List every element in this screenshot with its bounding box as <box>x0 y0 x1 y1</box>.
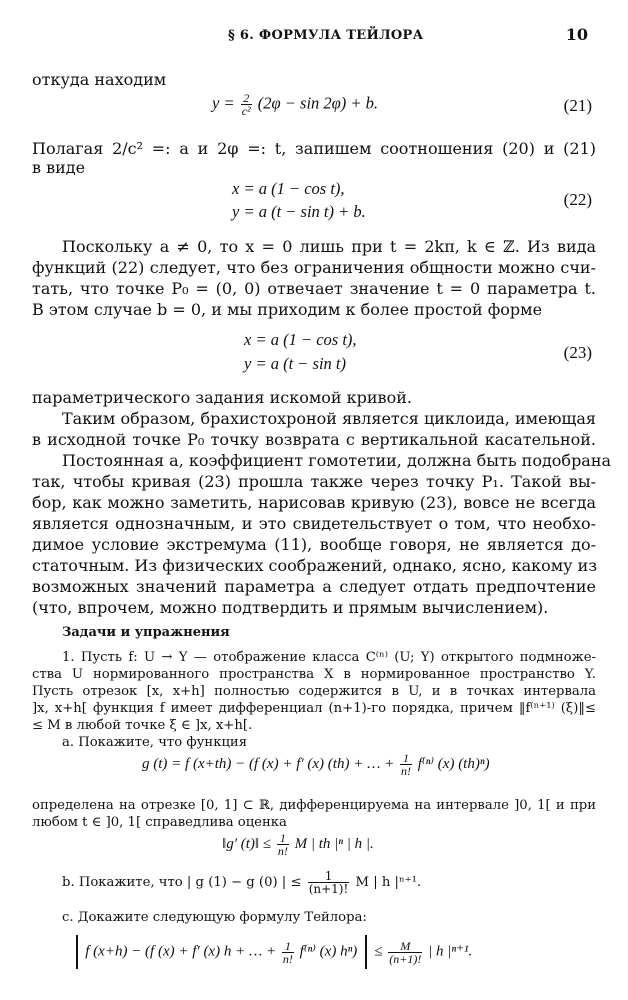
c-eq-fraction <box>282 940 294 965</box>
exercise-line: ства U нормированного пространства X в нормированное пространство Y. <box>32 667 596 682</box>
eq21-lhs: y = <box>212 93 235 113</box>
est-frac-num: 1 <box>277 832 289 845</box>
a-eq-left: g (t) = f (x+th) − (f (x) + f′ (x) (th) + … + <box>142 755 395 772</box>
estimate-equation <box>222 832 374 857</box>
equation-number-23: (23) <box>563 343 592 362</box>
b-frac-num: 1 <box>308 870 350 883</box>
text-line: Постоянная a, коэффициент гомотетии, должна быть подобрана <box>62 451 612 470</box>
eq21-rhs: (2φ − sin 2φ) + b. <box>257 93 379 113</box>
text-line: Поскольку a ≠ 0, то x = 0 лишь при t = 2kπ, k ∈ ℤ. Из вида <box>62 237 596 256</box>
b-fraction <box>308 870 350 895</box>
section-heading: Задачи и упражнения <box>62 625 230 640</box>
text-line: В этом случае b = 0, и мы приходим к более простой форме <box>32 300 543 319</box>
est-fraction <box>277 832 289 857</box>
text-line: в виде <box>32 158 86 177</box>
text-line: в исходной точке P₀ точку возврата с вертикальной касательной. <box>32 430 596 449</box>
eq21-fraction <box>241 92 252 117</box>
text-line: параметрического задания искомой кривой. <box>32 388 412 407</box>
taylor-formula <box>72 935 472 969</box>
exercise-line: любом t ∈ ]0, 1[ справедлива оценка <box>32 815 287 830</box>
text-line: тать, что точке P₀ = (0, 0) отвечает значение t = 0 параметра t. <box>32 279 596 298</box>
exercise-b <box>62 870 421 895</box>
exercise-c-label: c. Докажите следующую формулу Тейлора: <box>62 910 367 925</box>
a-eq-right: f⁽ⁿ⁾ (x) (th)ⁿ) <box>417 755 490 772</box>
est-frac-den: n! <box>277 844 288 858</box>
text-line: функций (22) следует, что без ограничения общности можно счи- <box>32 258 596 277</box>
page-number: 10 <box>565 25 588 44</box>
abs-bar-right <box>365 935 367 969</box>
eq21-frac-num: 2 <box>241 92 252 105</box>
exercise-a-equation <box>142 752 490 777</box>
c-eq-frac-den2: (n+1)! <box>389 951 422 966</box>
eq21-frac-den: c² <box>241 104 251 118</box>
text-line: возможных значений параметра a следует отдать предпочтение <box>32 577 596 596</box>
exercise-line: определена на отрезке [0, 1] ⊂ ℝ, дифференцируема на интервале ]0, 1[ и при <box>32 798 596 813</box>
equation-21 <box>212 92 378 117</box>
b-left: b. Покажите, что | g (1) − g (0) | ≤ <box>62 875 302 890</box>
c-eq-fraction2 <box>388 940 422 965</box>
text-line: откуда находим <box>32 70 167 89</box>
exercise-line: ≤ M в любой точке ξ ∈ ]x, x+h[. <box>32 718 253 733</box>
c-eq-right: | h |ⁿ⁺¹. <box>428 943 473 960</box>
text-line: статочным. Из физических соображений, однако, ясно, какому из <box>32 556 598 575</box>
page-header <box>0 25 628 48</box>
est-right: M | th |ⁿ | h |. <box>294 835 374 852</box>
b-frac-den: (n+1)! <box>308 882 349 896</box>
equation-23-row2: y = a (t − sin t) <box>244 354 347 373</box>
equation-22-row2: y = a (t − sin t) + b. <box>232 202 366 221</box>
c-eq-frac-num: 1 <box>282 940 294 953</box>
text-line: Таким образом, брахистохроной является циклоида, имеющая <box>62 409 596 428</box>
a-eq-fraction <box>400 752 412 777</box>
equation-22-row1: x = a (1 − cos t), <box>232 179 345 198</box>
text-line: является однозначным, и это свидетельствует о том, что необхо- <box>32 514 596 533</box>
text-line: (что, впрочем, можно подтвердить и прямым вычислением). <box>32 598 549 617</box>
c-eq-frac-den: n! <box>282 951 293 966</box>
c-eq-frac-num2: M <box>388 940 422 953</box>
a-eq-frac-num: 1 <box>400 752 412 765</box>
text-line: бор, как можно заметить, нарисовав кривую (23), вовсе не всегда <box>32 493 596 512</box>
text-line: так, чтобы кривая (23) прошла также через точку P₁. Такой вы- <box>32 472 596 491</box>
text-line: Полагая 2/c² =: a и 2φ =: t, запишем соотношения (20) и (21) <box>32 139 596 158</box>
exercise-line: ]x, x+h[ функция f имеет дифференциал (n+1)-го порядка, причем ‖f⁽ⁿ⁺¹⁾ (ξ)‖≤ <box>32 701 596 716</box>
c-eq-le: ≤ <box>374 943 383 960</box>
exercise-line: Пусть отрезок [x, x+h] полностью содержится в U, и в точках интервала <box>32 684 596 699</box>
est-left: ‖g′ (t)‖ ≤ <box>222 835 272 852</box>
equation-number-22: (22) <box>563 190 592 209</box>
equation-23-row1: x = a (1 − cos t), <box>244 330 357 349</box>
c-eq-mid: f⁽ⁿ⁾ (x) hⁿ) <box>299 943 358 960</box>
running-title: § 6. ФОРМУЛА ТЕЙЛОРА <box>228 28 424 43</box>
text-line: димое условие экстремума (11), вообще говоря, не является до- <box>32 535 596 554</box>
b-right: M | h |ⁿ⁺¹. <box>355 875 422 890</box>
exercise-line: 1. Пусть f: U → Y — отображение класса C⁽ⁿ⁾ (U; Y) открытого подмноже- <box>62 650 596 665</box>
exercise-a-label: a. Покажите, что функция <box>62 735 248 750</box>
a-eq-frac-den: n! <box>401 764 412 778</box>
c-eq-left: f (x+h) − (f (x) + f′ (x) h + … + <box>85 943 277 960</box>
equation-number-21: (21) <box>563 96 592 115</box>
abs-bar-left <box>76 935 78 969</box>
